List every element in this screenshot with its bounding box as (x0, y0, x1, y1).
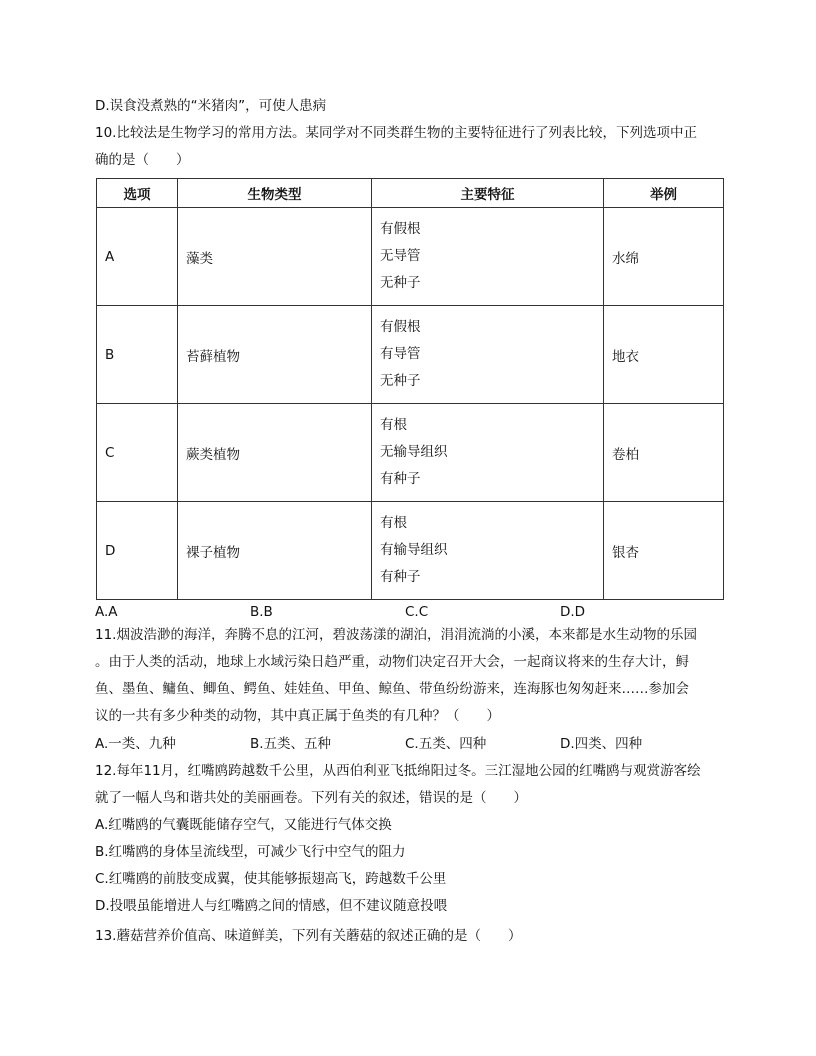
feature-item: 无种子 (380, 373, 421, 389)
question-12-stem-line: 12.每年11月，红嘴鸥跨越数千公里，从西伯利亚飞抵绵阳过冬。三江湿地公园的红嘴鸥与观赏游客绘 (95, 763, 701, 779)
choice-c[interactable]: C.五类、四种 (405, 736, 487, 752)
row-option: D (97, 502, 178, 600)
feature-item: 有导管 (380, 346, 421, 362)
question-12-option[interactable]: D.投喂虽能增进人与红嘴鸥之间的情感，但不建议随意投喂 (95, 898, 448, 914)
feature-item: 有种子 (380, 471, 421, 487)
table-header-row (97, 179, 724, 208)
question-9-option-d: D.误食没煮熟的“米猪肉”，可使人患病 (95, 98, 327, 114)
question-12-stem (95, 758, 725, 920)
choice-c[interactable]: C.C (405, 604, 429, 620)
choice-b[interactable]: B.五类、五种 (250, 736, 332, 752)
row-features (372, 208, 604, 306)
header-main-features: 主要特征 (372, 179, 604, 208)
row-example: 银杏 (604, 502, 724, 600)
feature-item: 有种子 (380, 569, 421, 585)
row-features (372, 306, 604, 404)
header-organism-type: 生物类型 (178, 179, 372, 208)
feature-item: 有假根 (380, 319, 421, 335)
feature-item: 有根 (380, 515, 407, 531)
feature-item: 无种子 (380, 275, 421, 291)
question-11-stem (95, 622, 725, 730)
feature-item: 无输导组织 (380, 444, 448, 460)
table-row (97, 404, 724, 502)
feature-item: 有输导组织 (380, 542, 448, 558)
question-10-stem-line: 确的是（ ） (95, 152, 190, 168)
row-option: C (97, 404, 178, 502)
choice-a[interactable]: A.一类、九种 (95, 736, 176, 752)
row-type: 裸子植物 (178, 502, 372, 600)
question-10-stem-line: 10.比较法是生物学习的常用方法。某同学对不同类群生物的主要特征进行了列表比较，下列选项中正 (95, 125, 697, 141)
feature-item: 有假根 (380, 221, 421, 237)
question-13-stem: 13.蘑菇营养价值高、味道鲜美，下列有关蘑菇的叙述正确的是（ ） (95, 928, 522, 944)
question-12-option[interactable]: B.红嘴鸥的身体呈流线型，可减少飞行中空气的阻力 (95, 844, 406, 860)
feature-item: 无导管 (380, 248, 421, 264)
row-example: 地衣 (604, 306, 724, 404)
question-12-stem-line: 就了一幅人鸟和谐共处的美丽画卷。下列有关的叙述，错误的是（ ） (95, 790, 527, 806)
row-type: 藻类 (178, 208, 372, 306)
question-12-option[interactable]: A.红嘴鸥的气囊既能储存空气，又能进行气体交换 (95, 817, 392, 833)
row-option: B (97, 306, 178, 404)
question-11-choices (95, 735, 735, 753)
question-10-choices (95, 603, 735, 621)
choice-a[interactable]: A.A (95, 604, 118, 620)
question-11-stem-line: 。由于人类的活动，地球上水域污染日趋严重，动物们决定召开大会，一起商议将来的生存大计，鲟 (95, 654, 689, 670)
question-11-stem-line: 11.烟波浩渺的海洋，奔腾不息的江河，碧波荡漾的湖泊，涓涓流淌的小溪，本来都是水生动物的乐园 (95, 627, 697, 643)
row-option: A (97, 208, 178, 306)
question-11-stem-line: 鱼、墨鱼、鳙鱼、鲫鱼、鳄鱼、娃娃鱼、甲鱼、鲸鱼、带鱼纷纷游来，连海豚也匆匆赶来……参加会 (95, 681, 689, 697)
row-example: 卷柏 (604, 404, 724, 502)
row-type: 苔藓植物 (178, 306, 372, 404)
row-features (372, 502, 604, 600)
header-option: 选项 (97, 179, 178, 208)
choice-b[interactable]: B.B (250, 604, 273, 620)
question-12-option[interactable]: C.红嘴鸥的前肢变成翼，使其能够振翅高飞，跨越数千公里 (95, 871, 447, 887)
table-row (97, 306, 724, 404)
question-10-stem (95, 120, 725, 174)
question-11-stem-line: 议的一共有多少种类的动物，其中真正属于鱼类的有几种？（ ） (95, 708, 500, 724)
row-features (372, 404, 604, 502)
feature-item: 有根 (380, 417, 407, 433)
row-example: 水绵 (604, 208, 724, 306)
row-type: 蕨类植物 (178, 404, 372, 502)
comparison-table (96, 178, 724, 600)
table-row (97, 208, 724, 306)
header-example: 举例 (604, 179, 724, 208)
table-row (97, 502, 724, 600)
choice-d[interactable]: D.四类、四种 (560, 736, 643, 752)
choice-d[interactable]: D.D (560, 604, 586, 620)
